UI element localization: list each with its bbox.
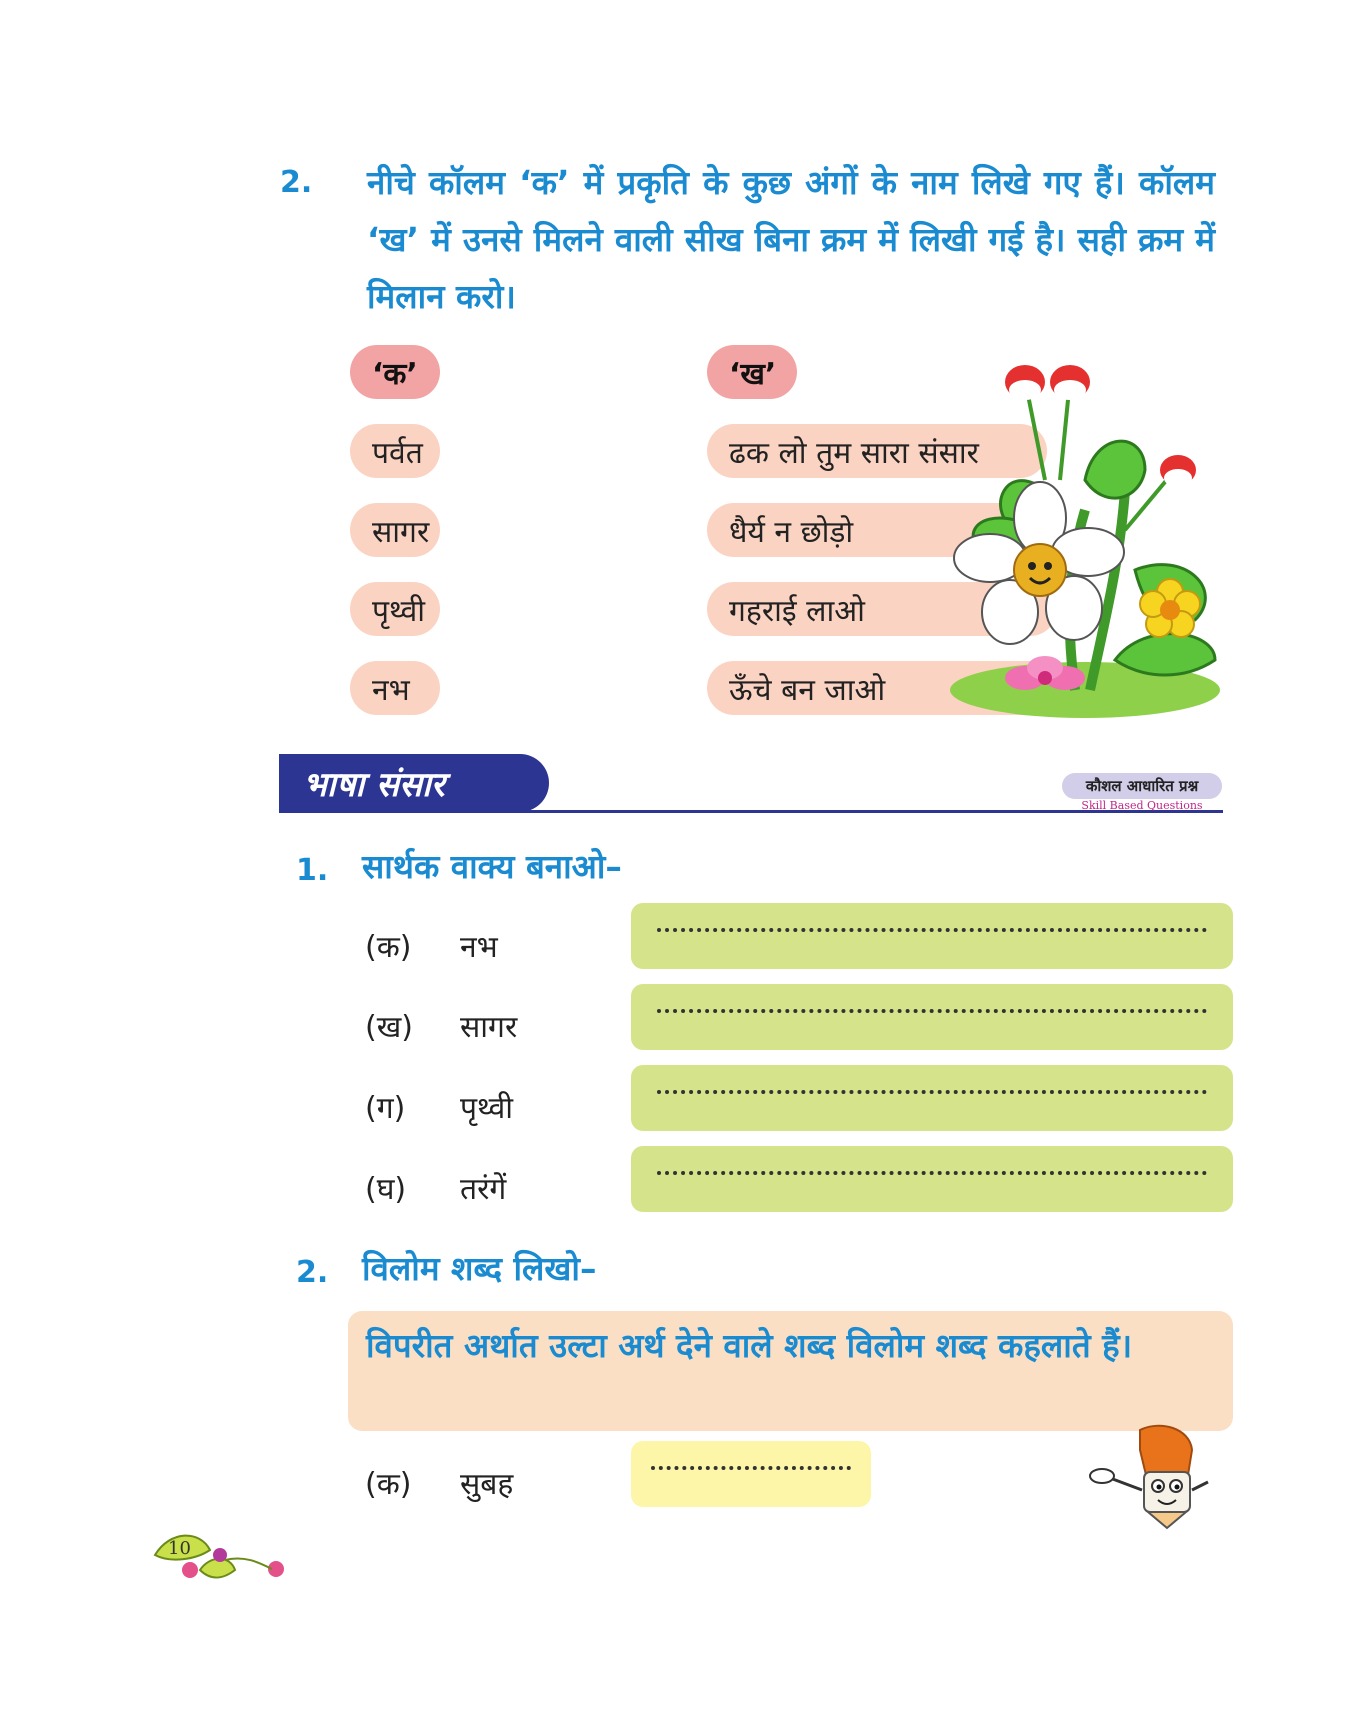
answer-field[interactable] — [631, 1065, 1233, 1131]
dotted-line — [651, 1466, 851, 1470]
answer-field[interactable] — [631, 984, 1233, 1050]
question-number: 2. — [296, 1255, 329, 1290]
flower-illustration — [945, 360, 1235, 720]
column-ka-item: सागर — [350, 503, 440, 557]
dotted-line — [657, 1171, 1207, 1175]
skill-badge-subtitle: Skill Based Questions — [1081, 799, 1203, 812]
column-kha-item: गहराई लाओ — [707, 582, 1057, 636]
column-ka-item: पर्वत — [350, 424, 440, 478]
item-word: सुबह — [460, 1467, 514, 1502]
item-label: (ग) — [365, 1091, 406, 1126]
dotted-line — [657, 1009, 1207, 1013]
item-label: (क) — [365, 930, 412, 965]
question-title: विलोम शब्द लिखो– — [362, 1249, 597, 1288]
column-kha-item: ढक लो तुम सारा संसार — [707, 424, 1047, 478]
item-label: (घ) — [365, 1172, 407, 1207]
item-label: (ख) — [365, 1010, 413, 1045]
item-word: सागर — [460, 1010, 518, 1045]
item-label: (क) — [365, 1467, 412, 1502]
column-kha-header: ‘ख’ — [707, 345, 797, 399]
item-word: तरंगें — [460, 1172, 507, 1207]
question-number: 1. — [296, 853, 329, 888]
answer-field[interactable] — [631, 903, 1233, 969]
antonym-answer-field[interactable] — [631, 1441, 871, 1507]
question-instruction: नीचे कॉलम ‘क’ में प्रकृति के कुछ अंगों के नाम लिखे गए हैं। कॉलम ‘ख’ में उनसे मिलने वाली सीख बिना क्रम में लिखी गई है। सही क्रम में मिलान करो। — [367, 163, 1215, 316]
column-ka-header: ‘क’ — [350, 345, 440, 399]
page-number: 10 — [168, 1538, 191, 1559]
answer-field[interactable] — [631, 1146, 1233, 1212]
definition-box: विपरीत अर्थात उल्टा अर्थ देने वाले शब्द विलोम शब्द कहलाते हैं। — [348, 1311, 1233, 1431]
column-kha-item: ऊँचे बन जाओ — [707, 661, 1057, 715]
column-kha-item: धैर्य न छोड़ो — [707, 503, 1057, 557]
skill-badge: कौशल आधारित प्रश्न — [1062, 773, 1222, 799]
page-corner-decoration — [150, 1525, 290, 1595]
column-ka-item: नभ — [350, 661, 440, 715]
question-title: सार्थक वाक्य बनाओ– — [362, 847, 622, 886]
question-number: 2. — [280, 165, 313, 200]
pencil-mascot-illustration — [1080, 1420, 1220, 1530]
section-title-banner: भाषा संसार — [279, 754, 549, 812]
column-ka-item: पृथ्वी — [350, 582, 440, 636]
dotted-line — [657, 1090, 1207, 1094]
item-word: नभ — [460, 930, 498, 965]
dotted-line — [657, 928, 1207, 932]
item-word: पृथ्वी — [460, 1091, 514, 1126]
